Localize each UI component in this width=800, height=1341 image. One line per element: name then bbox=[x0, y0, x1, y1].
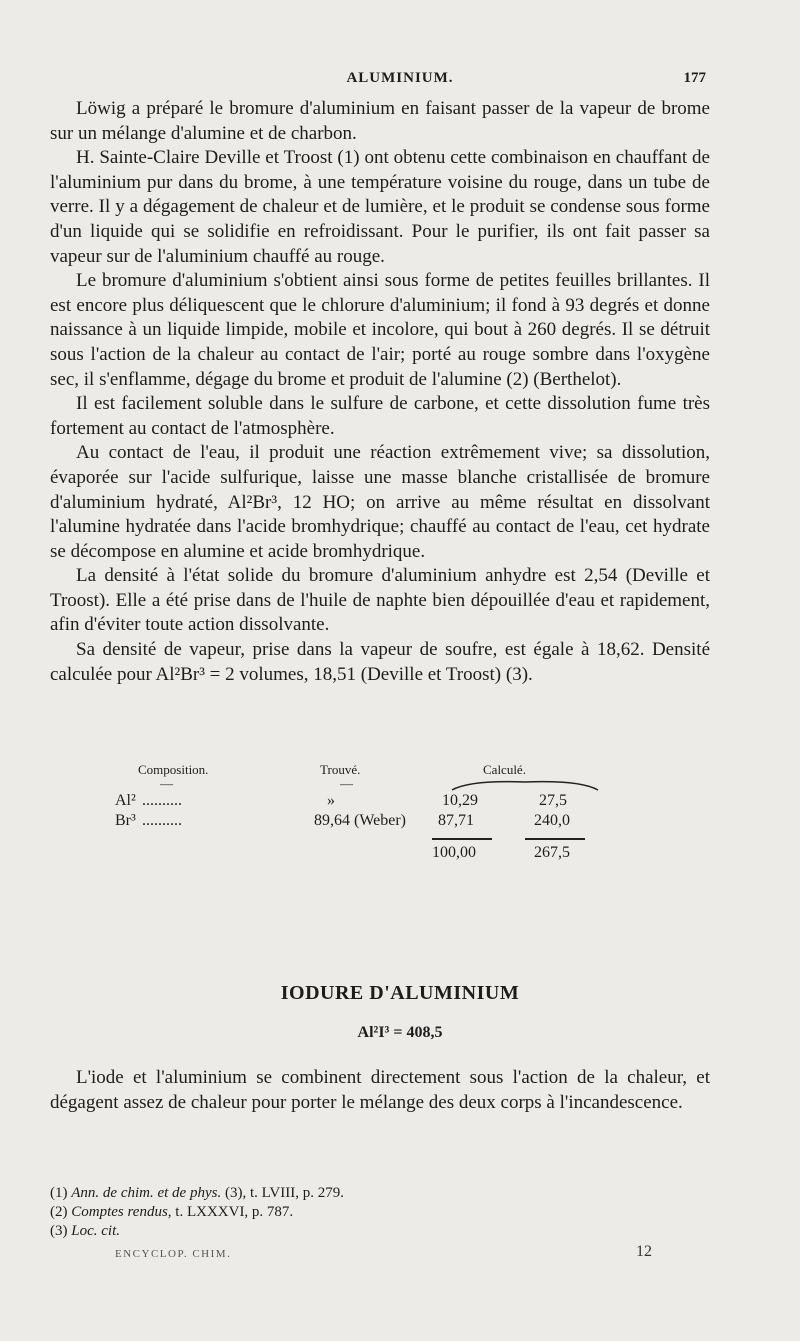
footnote-marker: (2) bbox=[50, 1204, 68, 1220]
total-rule bbox=[432, 838, 492, 840]
row-calc1: 10,29 bbox=[442, 792, 478, 809]
header-calcule: Calculé. bbox=[483, 762, 526, 777]
paragraph: Au contact de l'eau, il produit une réaction extrêmement vive; sa dissolution, évaporée sur l'acide sulfurique, laisse une masse blanche cristallisée de bromure d'aluminium hydraté, Al²Br³, 12 HO; on arrive au même résultat en dissolvant l'alumine hydratée dans l'acide bromhydrique; chauffé au contact de l'eau, cet hydrate se décompose en alumine et acide bromhydrique. bbox=[50, 442, 710, 562]
paragraph: La densité à l'état solide du bromure d'aluminium anhydre est 2,54 (Deville et Troost). Elle a été prise dans de l'huile de naphte bien dépouillée d'eau et rapidement, afin d'éviter toute action dissolvante. bbox=[50, 565, 710, 636]
footnote bbox=[50, 1222, 650, 1241]
footnotes bbox=[50, 1184, 650, 1241]
dash: — bbox=[160, 776, 173, 791]
row-calc2: 27,5 bbox=[539, 792, 567, 809]
footnote-ref: Loc. cit. bbox=[71, 1223, 120, 1239]
footnote-marker: (3) bbox=[50, 1223, 68, 1239]
running-header bbox=[0, 70, 800, 92]
row-calc2: 240,0 bbox=[534, 812, 570, 829]
footnote-ref: Ann. de chim. et de phys. bbox=[71, 1185, 222, 1201]
signature-mark: ENCYCLOP. CHIM. bbox=[115, 1248, 232, 1260]
total-calc1: 100,00 bbox=[432, 844, 476, 861]
composition-table bbox=[70, 762, 710, 892]
section-title: IODURE D'ALUMINIUM bbox=[280, 982, 520, 1004]
dash: — bbox=[340, 776, 353, 791]
header-title: ALUMINIUM. bbox=[346, 70, 454, 86]
row-leader: .......... bbox=[142, 812, 182, 829]
main-text bbox=[50, 97, 710, 687]
section-formula: Al²I³ = 408,5 bbox=[357, 1024, 443, 1041]
footnote-marker: (1) bbox=[50, 1185, 68, 1201]
paragraph: L'iode et l'aluminium se combinent directement sous l'action de la chaleur, et dégagent assez de chaleur pour porter le mélange des deux corps à l'incandescence. bbox=[50, 1067, 710, 1113]
page-number: 177 bbox=[683, 70, 706, 86]
footnote-ref: Comptes rendus, bbox=[71, 1204, 172, 1220]
row-trouve: » bbox=[327, 792, 335, 809]
footnote bbox=[50, 1184, 650, 1203]
paragraph: H. Sainte-Claire Deville et Troost (1) ont obtenu cette combinaison en chauffant de l'aluminium pur dans du brome, à une température voisine du rouge, dans un tube de verre. Il y a dégagement de chaleur et de lumière, et le produit se condense sous forme d'un liquide qui se solidifie en refroidissant. Pour le purifier, ils ont fait passer sa vapeur sur de l'aluminium chauffé au rouge. bbox=[50, 147, 710, 267]
footnote-rest: t. LXXXVI, p. 787. bbox=[171, 1204, 294, 1220]
footnote bbox=[50, 1203, 650, 1222]
total-calc2: 267,5 bbox=[534, 844, 570, 861]
footnote-rest: (3), t. LVIII, p. 279. bbox=[221, 1185, 344, 1201]
paragraph: Il est facilement soluble dans le sulfure de carbone, et cette dissolution fume très fortement au contact de l'atmosphère. bbox=[50, 393, 710, 439]
row-label: Al² bbox=[115, 792, 136, 809]
row-leader: .......... bbox=[142, 792, 182, 809]
total-rule bbox=[525, 838, 585, 840]
paragraph: Sa densité de vapeur, prise dans la vapeur de soufre, est égale à 18,62. Densité calculée pour Al²Br³ = 2 volumes, 18,51 (Deville et Troost) (3). bbox=[50, 639, 710, 685]
row-label: Br³ bbox=[115, 812, 136, 829]
header-composition: Composition. bbox=[138, 762, 209, 777]
row-calc1: 87,71 bbox=[438, 812, 474, 829]
paragraph: Le bromure d'aluminium s'obtient ainsi sous forme de petites feuilles brillantes. Il est encore plus déliquescent que le chlorure d'aluminium; il fond à 93 degrés et donne naissance à un liquide limpide, mobile et incolore, qui bout à 260 degrés. Il se détruit sous l'action de la chaleur au contact de l'air; porté au rouge sombre dans l'oxygène sec, il s'enflamme, dégage du brome et produit de l'alumine (2) (Berthelot). bbox=[50, 270, 710, 390]
section-text bbox=[50, 1066, 710, 1115]
brace bbox=[450, 778, 600, 792]
row-trouve: 89,64 (Weber) bbox=[314, 812, 407, 829]
paragraph: Löwig a préparé le bromure d'aluminium en faisant passer de la vapeur de brome sur un mélange d'alumine et de charbon. bbox=[50, 98, 710, 144]
header-trouve: Trouvé. bbox=[320, 762, 361, 777]
signature-number: 12 bbox=[636, 1243, 652, 1260]
